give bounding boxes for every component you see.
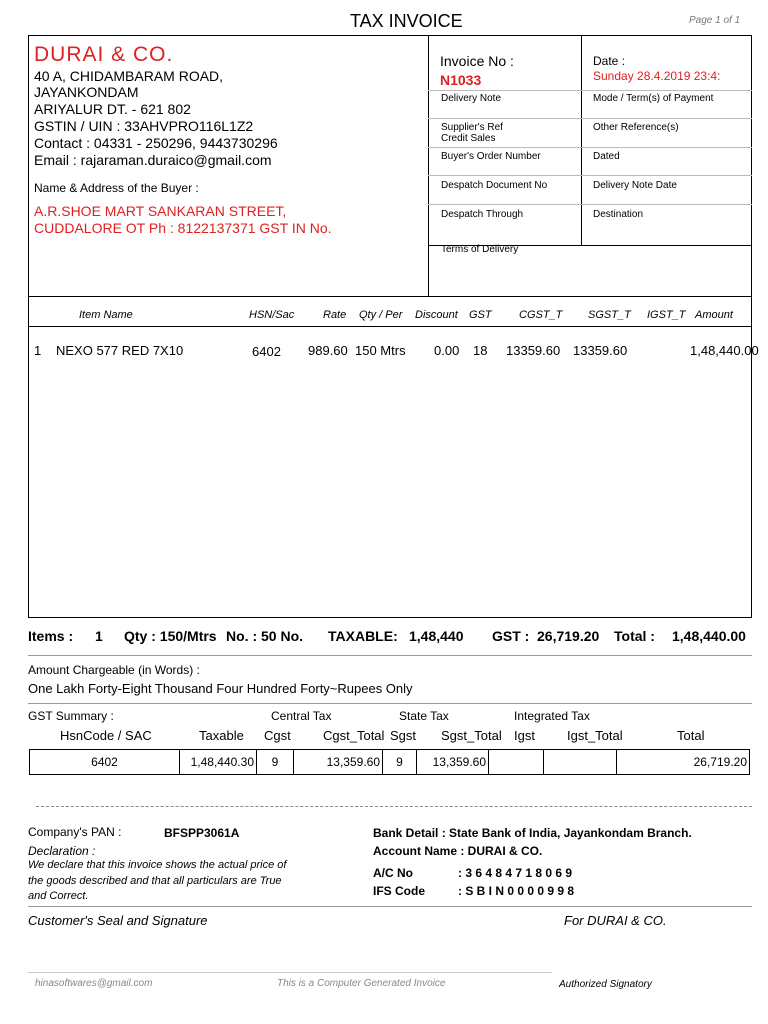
totals-gst-value: 26,719.20	[537, 628, 600, 644]
footer-email: hinasoftwares@gmail.com	[35, 978, 153, 989]
bank-detail: Bank Detail : State Bank of India, Jayankondam Branch.	[373, 826, 692, 840]
destination-label: Destination	[593, 209, 644, 220]
buyer-line-2: CUDDALORE OT Ph : 8122137371 GST IN No.	[34, 220, 332, 236]
account-name: Account Name : DURAI & CO.	[373, 844, 543, 858]
item-hsn: 6402	[252, 344, 281, 359]
col-qty: Qty / Per	[359, 309, 403, 321]
col-gst: GST	[469, 309, 492, 321]
gst-row-igst	[489, 750, 544, 775]
gst-row-total: 26,719.20	[617, 750, 750, 775]
seller-address-2: JAYANKONDAM	[34, 84, 139, 100]
amount-words-label: Amount Chargeable (in Words) :	[28, 663, 200, 677]
gst-row-cgst-total: 13,359.60	[294, 750, 383, 775]
gst-col-igst-total: Igst_Total	[567, 728, 623, 743]
col-hsn: HSN/Sac	[249, 309, 295, 321]
mode-terms-label: Mode / Term(s) of Payment	[593, 93, 714, 104]
gst-col-total: Total	[677, 728, 705, 743]
totals-gst-label: GST :	[492, 628, 530, 644]
seller-address-1: 40 A, CHIDAMBARAM ROAD,	[34, 68, 224, 84]
ac-no-label: A/C No	[373, 866, 413, 880]
item-sno: 1	[34, 343, 42, 358]
col-amount: Amount	[695, 309, 733, 321]
buyer-line-1: A.R.SHOE MART SANKARAN STREET,	[34, 203, 287, 219]
pan-value: BFSPP3061A	[164, 826, 240, 840]
ac-no-value: : 3 6 4 8 4 7 1 8 0 6 9	[458, 866, 573, 880]
gst-integrated-label: Integrated Tax	[514, 709, 590, 723]
item-sgst: 13359.60	[573, 343, 628, 358]
generated-note: This is a Computer Generated Invoice	[277, 978, 446, 989]
col-discount: Discount	[415, 309, 458, 321]
col-cgst: CGST_T	[519, 309, 563, 321]
pan-label: Company's PAN :	[28, 825, 122, 839]
gst-row-sgst: 9	[383, 750, 417, 775]
item-gst: 18	[473, 343, 488, 358]
totals-items-label: Items :	[28, 628, 74, 644]
gst-row-igst-total	[544, 750, 617, 775]
declaration-line-3: and Correct.	[28, 890, 89, 902]
gst-row-hsn: 6402	[30, 750, 180, 775]
gst-col-sgst: Sgst	[390, 728, 417, 743]
seller-email: Email : rajaraman.duraico@gmail.com	[34, 152, 272, 168]
totals-taxable-label: TAXABLE:	[328, 628, 398, 644]
other-refs-label: Other Reference(s)	[593, 122, 679, 133]
gst-col-cgst: Cgst	[264, 728, 291, 743]
col-sgst: SGST_T	[588, 309, 631, 321]
totals-no: No. : 50 No.	[226, 628, 304, 644]
amount-words-value: One Lakh Forty-Eight Thousand Four Hundred Forty~Rupees Only	[28, 681, 413, 696]
dated-label: Dated	[593, 151, 620, 162]
despatch-doc-label: Despatch Document No	[441, 180, 548, 191]
gst-summary-table	[29, 749, 750, 775]
gst-col-hsn: HsnCode / SAC	[60, 728, 152, 743]
gst-col-igst: Igst	[514, 728, 535, 743]
totals-qty: Qty : 150/Mtrs	[124, 628, 217, 644]
invoice-no-value: N1033	[440, 72, 482, 88]
declaration-line-2: the goods described and that all particulars are True	[28, 875, 282, 887]
suppliers-ref-label: Supplier's Ref	[441, 122, 503, 133]
delivery-note-date-label: Delivery Note Date	[593, 180, 677, 191]
table-row	[30, 750, 750, 775]
seller-contact: Contact : 04331 - 250296, 9443730296	[34, 135, 278, 151]
for-company-label: For DURAI & CO.	[564, 913, 667, 928]
gst-col-sgst-total: Sgst_Total	[441, 728, 502, 743]
item-amount: 1,48,440.00	[690, 343, 759, 358]
declaration-label: Declaration :	[28, 844, 96, 858]
ifs-value: : S B I N 0 0 0 0 9 9 8	[458, 884, 575, 898]
page-title: TAX INVOICE	[350, 11, 463, 31]
totals-taxable-value: 1,48,440	[409, 628, 464, 644]
ifs-label: IFS Code	[373, 884, 426, 898]
item-qty: 150 Mtrs	[355, 343, 406, 358]
col-rate: Rate	[323, 309, 347, 321]
terms-delivery-label: Terms of Delivery	[441, 244, 519, 255]
totals-items-value: 1	[95, 628, 103, 644]
buyers-order-label: Buyer's Order Number	[441, 151, 541, 162]
gst-col-cgst-total: Cgst_Total	[323, 728, 385, 743]
gst-col-taxable: Taxable	[199, 728, 244, 743]
declaration-line-1: We declare that this invoice shows the actual price of	[28, 859, 287, 871]
date-label: Date :	[593, 54, 626, 68]
seller-gstin: GSTIN / UIN : 33AHVPRO116L1Z2	[34, 118, 254, 134]
delivery-note-label: Delivery Note	[441, 93, 502, 104]
despatch-through-label: Despatch Through	[441, 209, 524, 220]
gst-central-label: Central Tax	[271, 709, 332, 723]
gst-state-label: State Tax	[399, 709, 449, 723]
totals-total-value: 1,48,440.00	[672, 628, 746, 644]
gst-row-sgst-total: 13,359.60	[417, 750, 489, 775]
col-item-name: Item Name	[79, 309, 133, 321]
gst-row-taxable: 1,48,440.30	[180, 750, 257, 775]
item-cgst: 13359.60	[506, 343, 561, 358]
gst-summary-label: GST Summary :	[28, 709, 114, 723]
authorized-signatory: Authorized Signatory	[559, 979, 652, 990]
gst-row-cgst: 9	[257, 750, 294, 775]
page-number: Page 1 of 1	[689, 15, 741, 26]
item-rate: 989.60	[308, 343, 348, 358]
seller-name: DURAI & CO.	[34, 43, 174, 66]
col-igst: IGST_T	[647, 309, 686, 321]
customer-seal-label: Customer's Seal and Signature	[28, 913, 208, 928]
seller-address-3: ARIYALUR DT. - 621 802	[34, 101, 191, 117]
item-discount: 0.00	[434, 343, 460, 358]
item-name: NEXO 577 RED 7X10	[56, 343, 184, 358]
invoice-no-label: Invoice No :	[440, 53, 514, 69]
totals-total-label: Total :	[614, 628, 655, 644]
buyer-label: Name & Address of the Buyer :	[34, 181, 199, 195]
credit-sales-label: Credit Sales	[441, 133, 496, 144]
date-value: Sunday 28.4.2019 23:4:	[593, 69, 721, 83]
